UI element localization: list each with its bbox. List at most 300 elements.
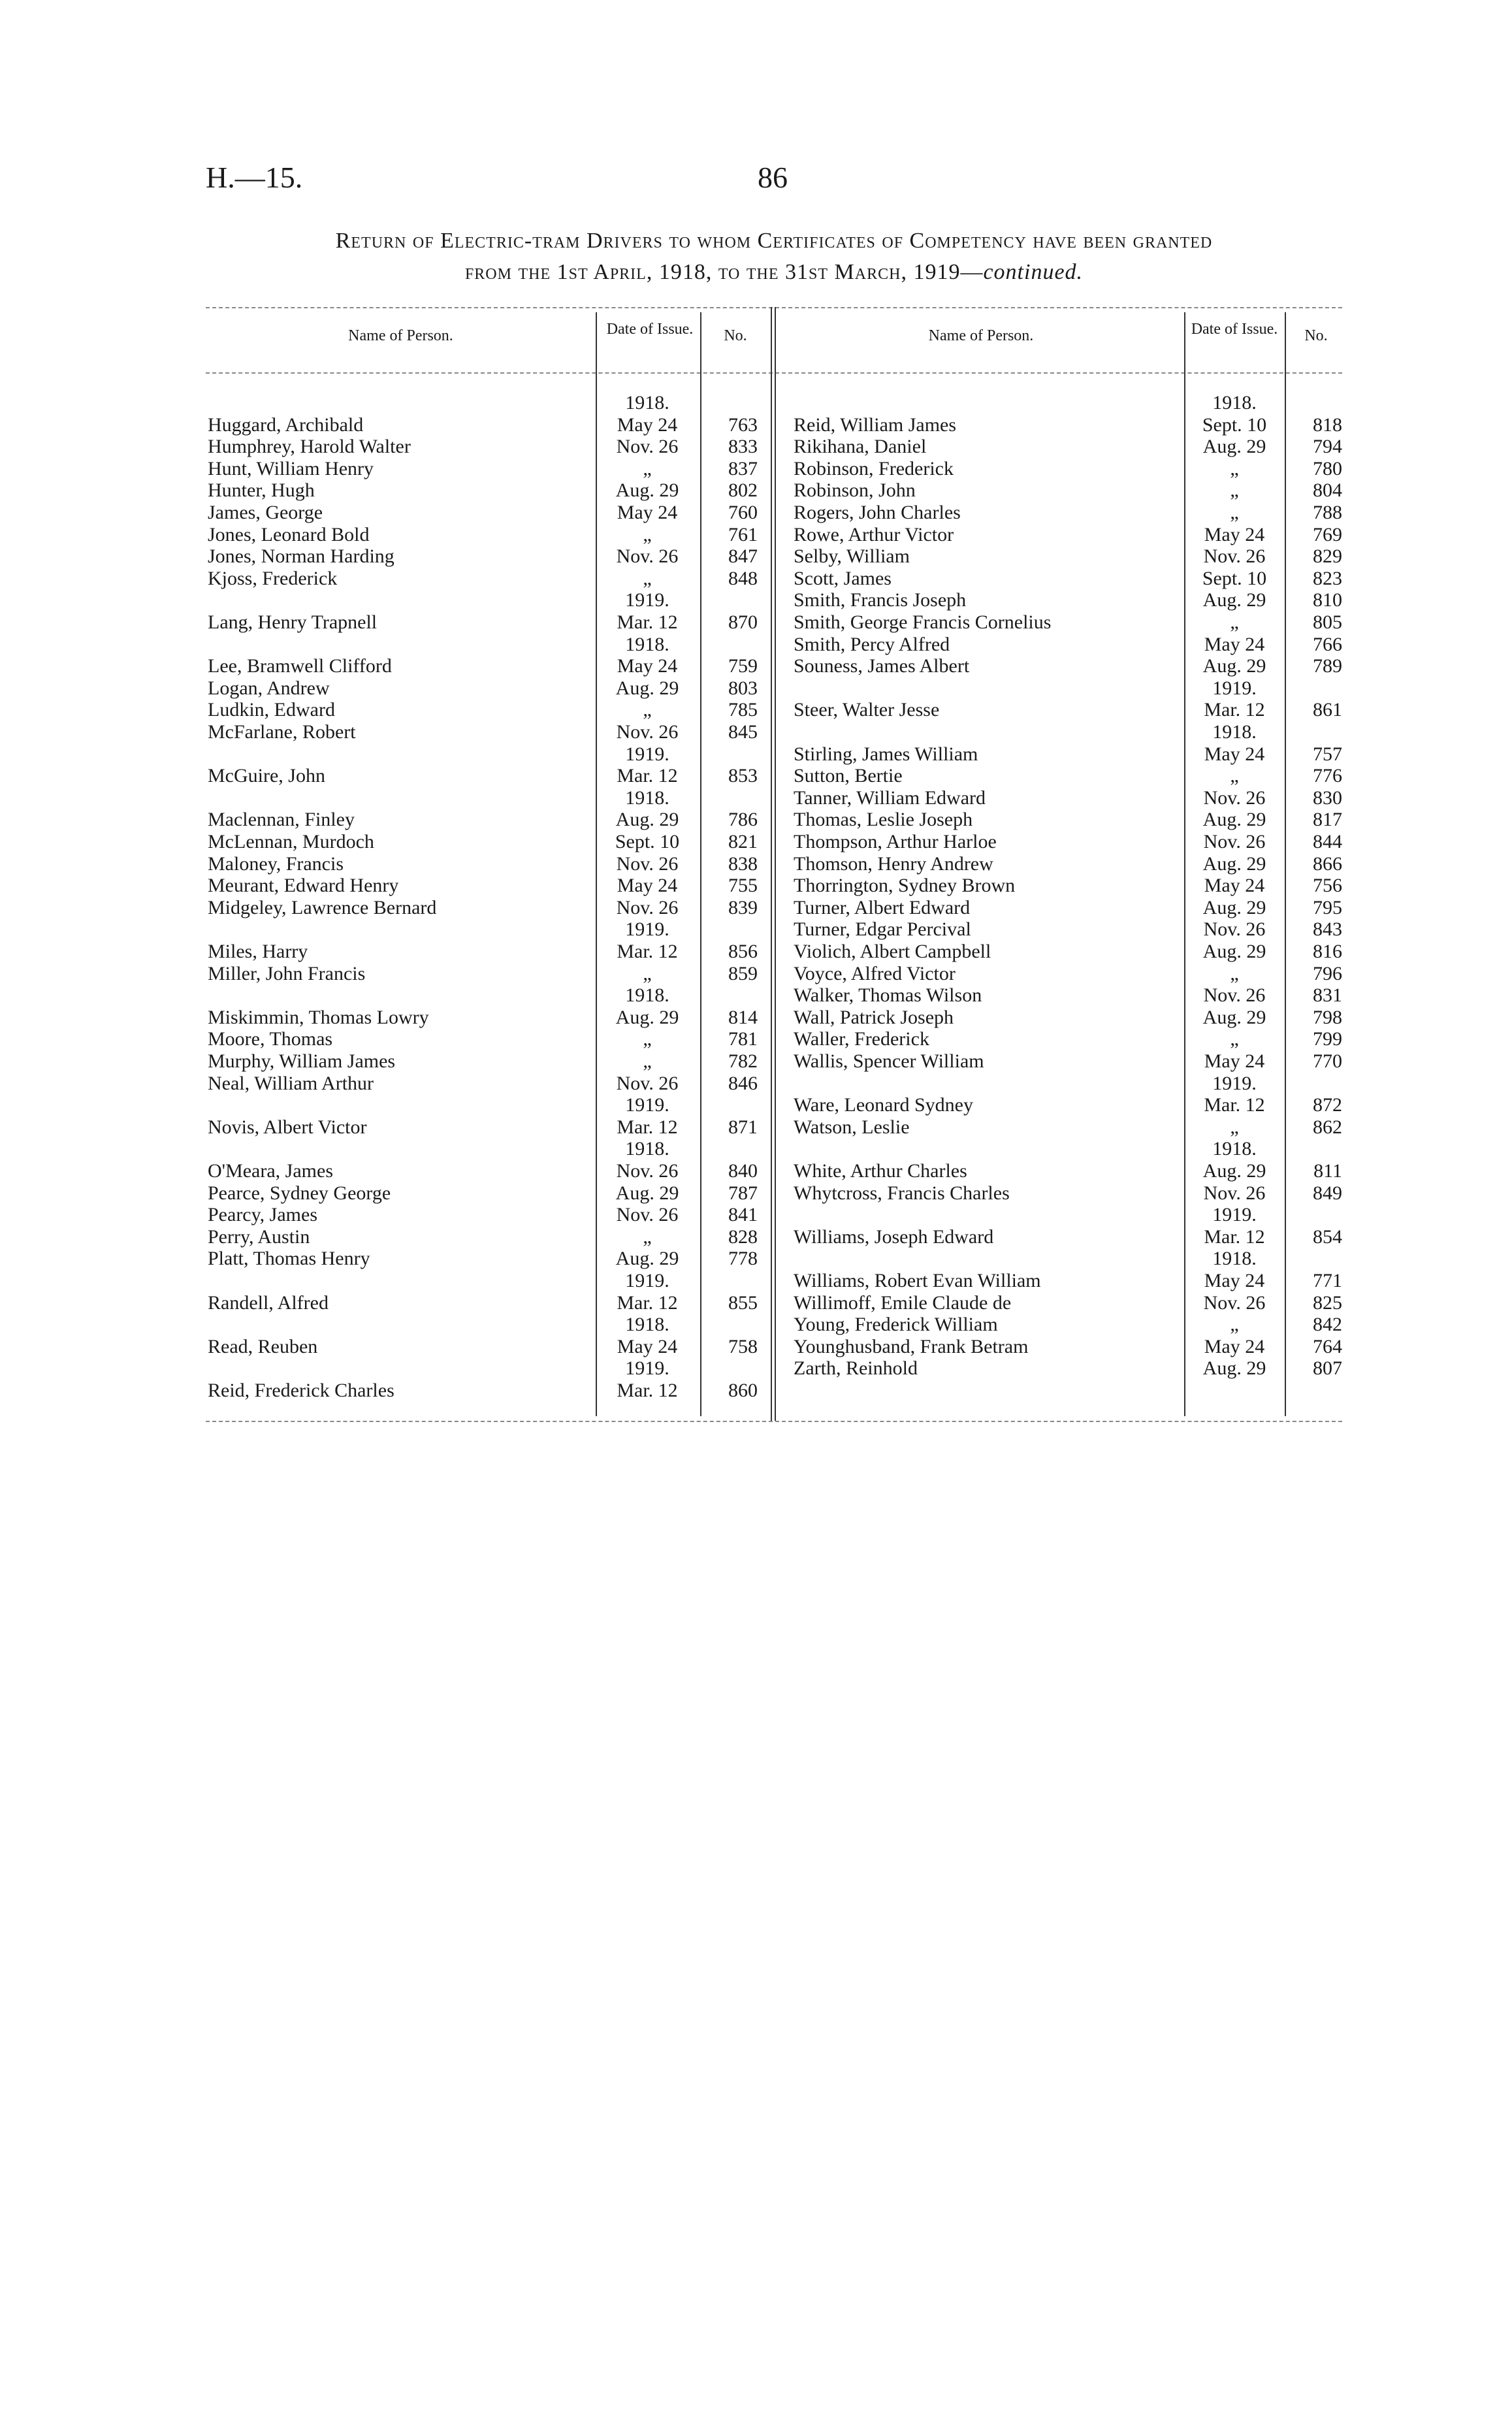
person-name: Pearce, Sydney George: [208, 1182, 391, 1204]
year-heading: 1918.: [1212, 392, 1257, 413]
certificate-number: 796: [1313, 962, 1342, 984]
table-row: [208, 963, 758, 985]
date-of-issue: Aug. 29: [1202, 809, 1266, 831]
year-heading: 1919.: [625, 918, 669, 941]
date-of-issue: Aug. 29: [615, 1182, 679, 1204]
date-of-issue: Sept. 10: [615, 831, 680, 852]
table-row: [208, 611, 758, 634]
certificate-number: 838: [728, 852, 758, 875]
year-heading: 1919.: [1212, 1204, 1257, 1226]
person-name: Murphy, William James: [208, 1050, 396, 1072]
table-row: [794, 589, 1342, 611]
date-of-issue: Mar. 12: [617, 1116, 678, 1138]
date-of-issue: Nov. 26: [1203, 984, 1266, 1007]
person-name: Rogers, John Charles: [794, 502, 961, 523]
person-name: Midgeley, Lawrence Bernard: [208, 896, 437, 918]
certificate-number: 771: [1313, 1270, 1342, 1291]
certificate-number: 789: [1313, 655, 1342, 677]
table-title-line-2-text: from the 1st April, 1918, to the 31st March, 1919—: [464, 260, 984, 284]
date-of-issue: Aug. 29: [1202, 1160, 1266, 1182]
certificate-number: 758: [728, 1335, 758, 1357]
person-name: O'Meara, James: [208, 1160, 333, 1182]
table-row: [794, 568, 1342, 590]
person-name: Maclennan, Finley: [208, 809, 355, 831]
certificate-number: 807: [1313, 1357, 1342, 1380]
date-of-issue: Nov. 26: [616, 1160, 679, 1182]
person-name: Sutton, Bertie: [794, 765, 903, 787]
person-name: Turner, Edgar Percival: [794, 918, 971, 941]
date-of-issue: „: [1230, 765, 1239, 787]
person-name: Hunter, Hugh: [208, 479, 315, 502]
person-name: James, George: [208, 502, 323, 523]
table-row: [794, 1357, 1342, 1380]
certificate-number: 856: [728, 941, 758, 962]
certificate-number: 785: [728, 699, 758, 721]
certificate-number: 843: [1313, 918, 1342, 941]
date-of-issue: Nov. 26: [1203, 1291, 1266, 1314]
year-heading: 1918.: [1212, 721, 1257, 743]
table-row: [208, 1073, 758, 1095]
date-of-issue: „: [1230, 611, 1239, 633]
year-heading: 1918.: [1212, 1138, 1257, 1160]
table-row: [208, 831, 758, 853]
year-heading: 1919.: [625, 1094, 669, 1116]
person-name: Scott, James: [794, 567, 892, 589]
certificate-number: 776: [1313, 765, 1342, 787]
certificate-number: 780: [1313, 457, 1342, 479]
table-row: [208, 1336, 758, 1358]
table-row: [794, 436, 1342, 458]
certificate-number: 840: [728, 1160, 758, 1182]
table-row: [794, 984, 1342, 1007]
table-title-line-2: [202, 257, 1345, 288]
person-name: Watson, Leslie: [794, 1116, 910, 1138]
certificate-number: 830: [1313, 786, 1342, 809]
person-name: Moore, Thomas: [208, 1028, 333, 1050]
date-of-issue: „: [643, 1225, 652, 1248]
person-name: Whytcross, Francis Charles: [794, 1182, 1010, 1204]
certificate-number: 844: [1313, 831, 1342, 852]
person-name: Wallis, Spencer William: [794, 1050, 984, 1072]
date-of-issue: Aug. 29: [615, 1248, 679, 1270]
certificate-number: 841: [728, 1204, 758, 1226]
date-of-issue: Nov. 26: [616, 852, 679, 875]
table-row: [208, 853, 758, 875]
person-name: Thomas, Leslie Joseph: [794, 809, 973, 831]
certificate-number: 828: [728, 1225, 758, 1248]
person-name: Voyce, Alfred Victor: [794, 962, 956, 984]
year-heading: 1918.: [625, 633, 669, 655]
certificate-number: 761: [728, 523, 758, 545]
table-row: [794, 634, 1342, 656]
right-date-header: Date of Issue.: [1191, 321, 1278, 338]
date-of-issue: May 24: [617, 655, 678, 677]
table-row: [794, 545, 1342, 568]
person-name: Wall, Patrick Joseph: [794, 1006, 954, 1028]
certificate-number: 842: [1313, 1314, 1342, 1336]
person-name: Miller, John Francis: [208, 962, 366, 984]
date-of-issue: „: [1230, 479, 1239, 502]
year-heading: 1918.: [625, 786, 669, 809]
person-name: Rikihana, Daniel: [794, 436, 927, 458]
person-name: Souness, James Albert: [794, 655, 970, 677]
right-name-header: Name of Person.: [928, 327, 1034, 344]
table-row: [794, 524, 1342, 546]
certificate-number: 805: [1313, 611, 1342, 633]
table-row: [208, 765, 758, 787]
table-row: [794, 611, 1342, 634]
person-name: Robinson, Frederick: [794, 457, 954, 479]
date-of-issue: May 24: [1204, 1270, 1265, 1291]
table-title-continued: continued.: [983, 260, 1084, 284]
certificate-number: 823: [1313, 567, 1342, 589]
date-of-issue: Nov. 26: [1203, 545, 1266, 568]
table-row: [794, 414, 1342, 436]
year-heading: 1919.: [1212, 1072, 1257, 1094]
person-name: Novis, Albert Victor: [208, 1116, 367, 1138]
certificate-number: 782: [728, 1050, 758, 1072]
date-of-issue: Nov. 26: [616, 436, 679, 458]
page-number: 86: [758, 161, 788, 194]
person-name: Zarth, Reinhold: [794, 1357, 918, 1380]
person-name: Randell, Alfred: [208, 1291, 329, 1314]
left-no-header: No.: [724, 327, 747, 344]
certificate-number: 804: [1313, 479, 1342, 502]
date-of-issue: „: [1230, 1116, 1239, 1138]
certificate-number: 799: [1313, 1028, 1342, 1050]
person-name: Robinson, John: [794, 479, 916, 502]
date-of-issue: Aug. 29: [615, 1006, 679, 1028]
table-row: [794, 1007, 1342, 1029]
date-of-issue: „: [643, 962, 652, 984]
certificate-number: 872: [1313, 1094, 1342, 1116]
table-row: [794, 479, 1342, 502]
person-name: Humphrey, Harold Walter: [208, 436, 411, 458]
date-of-issue: Aug. 29: [1202, 589, 1266, 611]
date-of-issue: Mar. 12: [617, 611, 678, 633]
date-of-issue: Aug. 29: [615, 479, 679, 502]
table-row: [208, 1028, 758, 1050]
year-heading: 1919.: [625, 743, 669, 765]
certificate-number: 766: [1313, 633, 1342, 655]
person-name: Meurant, Edward Henry: [208, 875, 399, 897]
table-row: [208, 1292, 758, 1314]
table-row: [208, 1160, 758, 1182]
person-name: Rowe, Arthur Victor: [794, 523, 954, 545]
person-name: Violich, Albert Campbell: [794, 941, 991, 962]
table-bottom-rule: [206, 1421, 1342, 1422]
certificate-number: 759: [728, 655, 758, 677]
table-row: [794, 765, 1342, 787]
table-row: [208, 875, 758, 897]
certificate-number: 763: [728, 413, 758, 436]
date-of-issue: Aug. 29: [1202, 852, 1266, 875]
table-row: [208, 502, 758, 524]
table-row: [208, 1204, 758, 1226]
person-name: Young, Frederick William: [794, 1314, 998, 1336]
date-of-issue: May 24: [1204, 743, 1265, 765]
table-row: [794, 853, 1342, 875]
certificate-number: 849: [1313, 1182, 1342, 1204]
person-name: Lang, Henry Trapnell: [208, 611, 378, 633]
date-of-issue: „: [1230, 502, 1239, 523]
date-of-issue: Aug. 29: [1202, 1357, 1266, 1380]
person-name: Miskimmin, Thomas Lowry: [208, 1006, 429, 1028]
table-row: [208, 721, 758, 743]
person-name: Huggard, Archibald: [208, 413, 364, 436]
year-heading: 1919.: [625, 1357, 669, 1380]
certificate-number: 854: [1313, 1225, 1342, 1248]
person-name: Ware, Leonard Sydney: [794, 1094, 973, 1116]
table-row: [794, 875, 1342, 897]
certificate-number: 833: [728, 436, 758, 458]
certificate-number: 798: [1313, 1006, 1342, 1028]
certificate-number: 814: [728, 1006, 758, 1028]
date-of-issue: „: [1230, 962, 1239, 984]
certificate-number: 853: [728, 765, 758, 787]
date-of-issue: Mar. 12: [1204, 1225, 1265, 1248]
certificate-number: 817: [1313, 809, 1342, 831]
date-of-issue: Aug. 29: [1202, 436, 1266, 458]
table-row: [794, 1182, 1342, 1205]
date-of-issue: Aug. 29: [1202, 896, 1266, 918]
table-row: [794, 699, 1342, 721]
table-row: [794, 1314, 1342, 1336]
table-row: [794, 941, 1342, 963]
date-of-issue: May 24: [617, 413, 678, 436]
certificate-number: 757: [1313, 743, 1342, 765]
date-of-issue: Sept. 10: [1202, 567, 1267, 589]
table-row: [794, 458, 1342, 480]
date-of-issue: Nov. 26: [616, 1072, 679, 1094]
certificate-number: 786: [728, 809, 758, 831]
certificate-number: 787: [728, 1182, 758, 1204]
person-name: Reid, Frederick Charles: [208, 1380, 394, 1401]
certificate-number: 802: [728, 479, 758, 502]
year-heading: 1919.: [625, 1270, 669, 1291]
page-header-code: H.—15.: [206, 161, 303, 194]
person-name: Willimoff, Emile Claude de: [794, 1291, 1012, 1314]
date-of-issue: Aug. 29: [1202, 941, 1266, 962]
certificate-number: 760: [728, 502, 758, 523]
person-name: Reid, William James: [794, 413, 957, 436]
date-of-issue: May 24: [1204, 523, 1265, 545]
table-row: [794, 897, 1342, 919]
table-row: [208, 941, 758, 963]
date-of-issue: May 24: [1204, 875, 1265, 897]
date-of-issue: May 24: [617, 1335, 678, 1357]
person-name: Selby, William: [794, 545, 910, 568]
date-of-issue: Sept. 10: [1202, 413, 1267, 436]
person-name: Smith, Percy Alfred: [794, 633, 950, 655]
person-name: McFarlane, Robert: [208, 721, 356, 743]
table-row: [208, 568, 758, 590]
person-name: Smith, George Francis Cornelius: [794, 611, 1052, 633]
certificate-number: 811: [1313, 1160, 1342, 1182]
certificate-number: 855: [728, 1291, 758, 1314]
certificate-number: 861: [1313, 699, 1342, 721]
person-name: Thompson, Arthur Harloe: [794, 831, 997, 852]
date-of-issue: „: [1230, 457, 1239, 479]
table-row: [208, 436, 758, 458]
person-name: Tanner, William Edward: [794, 786, 986, 809]
certificate-number: 794: [1313, 436, 1342, 458]
date-of-issue: Mar. 12: [617, 1380, 678, 1401]
person-name: Logan, Andrew: [208, 677, 330, 699]
date-of-issue: Aug. 29: [1202, 1006, 1266, 1028]
certificate-number: 862: [1313, 1116, 1342, 1138]
date-of-issue: Nov. 26: [616, 545, 679, 568]
person-name: Williams, Robert Evan William: [794, 1270, 1041, 1291]
table-row: [794, 963, 1342, 985]
table-row: [208, 1116, 758, 1139]
certificate-number: 756: [1313, 875, 1342, 897]
date-of-issue: „: [643, 457, 652, 479]
table-row: [208, 897, 758, 919]
table-row: [208, 1050, 758, 1073]
date-of-issue: „: [643, 523, 652, 545]
person-name: Thomson, Henry Andrew: [794, 852, 993, 875]
person-name: McLennan, Murdoch: [208, 831, 374, 852]
certificate-number: 764: [1313, 1335, 1342, 1357]
certificate-number: 870: [728, 611, 758, 633]
date-of-issue: Mar. 12: [1204, 1094, 1265, 1116]
certificate-number: 839: [728, 896, 758, 918]
person-name: Williams, Joseph Edward: [794, 1225, 994, 1248]
certificate-number: 847: [728, 545, 758, 568]
table-row: [208, 1182, 758, 1205]
certificate-number: 821: [728, 831, 758, 852]
table-row: [794, 809, 1342, 831]
year-heading: 1918.: [1212, 1248, 1257, 1270]
date-of-issue: May 24: [1204, 633, 1265, 655]
date-of-issue: May 24: [617, 502, 678, 523]
person-name: Steer, Walter Jesse: [794, 699, 940, 721]
date-of-issue: Nov. 26: [1203, 918, 1266, 941]
date-of-issue: Nov. 26: [1203, 786, 1266, 809]
date-of-issue: Nov. 26: [1203, 1182, 1266, 1204]
left-date-header: Date of Issue.: [606, 321, 694, 338]
table-row: [208, 655, 758, 677]
year-heading: 1918.: [625, 984, 669, 1007]
certificate-number: 860: [728, 1380, 758, 1401]
table-row: [208, 699, 758, 721]
table-row: [794, 655, 1342, 677]
table-title: [202, 225, 1345, 288]
table-row: [794, 1050, 1342, 1073]
certificate-number: 837: [728, 457, 758, 479]
year-heading: 1918.: [625, 1314, 669, 1336]
table-row: [208, 479, 758, 502]
table-row: [794, 1336, 1342, 1358]
center-double-rule: [771, 307, 776, 1421]
certificate-number: 831: [1313, 984, 1342, 1007]
person-name: Hunt, William Henry: [208, 457, 374, 479]
right-no-header: No.: [1304, 327, 1328, 344]
table-row: [208, 524, 758, 546]
person-name: Kjoss, Frederick: [208, 567, 338, 589]
person-name: Read, Reuben: [208, 1335, 318, 1357]
certificate-number: 818: [1313, 413, 1342, 436]
date-of-issue: Nov. 26: [616, 721, 679, 743]
table-row: [794, 1028, 1342, 1050]
table-row: [794, 1160, 1342, 1182]
certificate-number: 871: [728, 1116, 758, 1138]
table-row: [208, 1248, 758, 1270]
date-of-issue: Aug. 29: [615, 677, 679, 699]
person-name: Ludkin, Edward: [208, 699, 335, 721]
certificate-number: 769: [1313, 523, 1342, 545]
table-row: [208, 414, 758, 436]
table-row: [208, 1226, 758, 1248]
person-name: Younghusband, Frank Betram: [794, 1335, 1029, 1357]
certificate-number: 803: [728, 677, 758, 699]
certificate-number: 848: [728, 567, 758, 589]
date-of-issue: „: [643, 567, 652, 589]
table-row: [208, 1007, 758, 1029]
certificate-number: 781: [728, 1028, 758, 1050]
person-name: Platt, Thomas Henry: [208, 1248, 370, 1270]
person-name: Miles, Harry: [208, 941, 308, 962]
date-of-issue: Aug. 29: [1202, 655, 1266, 677]
year-heading: 1919.: [1212, 677, 1257, 699]
person-name: McGuire, John: [208, 765, 325, 787]
year-heading: 1919.: [625, 589, 669, 611]
person-name: Lee, Bramwell Clifford: [208, 655, 392, 677]
person-name: Smith, Francis Joseph: [794, 589, 967, 611]
date-of-issue: „: [1230, 1314, 1239, 1336]
date-of-issue: May 24: [617, 875, 678, 897]
person-name: Jones, Norman Harding: [208, 545, 394, 568]
table-row: [208, 458, 758, 480]
certificate-number: 810: [1313, 589, 1342, 611]
person-name: Waller, Frederick: [794, 1028, 929, 1050]
certificate-number: 795: [1313, 896, 1342, 918]
table-row: [208, 1380, 758, 1402]
left-name-header: Name of Person.: [348, 327, 453, 344]
table-row: [208, 677, 758, 700]
date-of-issue: May 24: [1204, 1335, 1265, 1357]
person-name: Walker, Thomas Wilson: [794, 984, 982, 1007]
certificate-number: 770: [1313, 1050, 1342, 1072]
certificate-number: 829: [1313, 545, 1342, 568]
certificate-number: 825: [1313, 1291, 1342, 1314]
person-name: White, Arthur Charles: [794, 1160, 967, 1182]
table-row: [794, 1226, 1342, 1248]
person-name: Jones, Leonard Bold: [208, 523, 370, 545]
date-of-issue: Nov. 26: [616, 1204, 679, 1226]
date-of-issue: „: [1230, 1028, 1239, 1050]
certificate-number: 866: [1313, 852, 1342, 875]
date-of-issue: Nov. 26: [1203, 831, 1266, 852]
table-row: [794, 502, 1342, 524]
certificate-number: 755: [728, 875, 758, 897]
certificate-number: 846: [728, 1072, 758, 1094]
person-name: Neal, William Arthur: [208, 1072, 374, 1094]
certificate-number: 816: [1313, 941, 1342, 962]
person-name: Perry, Austin: [208, 1225, 310, 1248]
person-name: Thorrington, Sydney Brown: [794, 875, 1016, 897]
table-row: [794, 1094, 1342, 1116]
table-title-line-1: Return of Electric-tram Drivers to whom Certificates of Competency have been granted: [335, 229, 1213, 253]
table-row: [794, 831, 1342, 853]
table-row: [208, 545, 758, 568]
date-of-issue: May 24: [1204, 1050, 1265, 1072]
certificate-number: 788: [1313, 502, 1342, 523]
table-row: [794, 1116, 1342, 1139]
person-name: Pearcy, James: [208, 1204, 317, 1226]
certificate-number: 845: [728, 721, 758, 743]
